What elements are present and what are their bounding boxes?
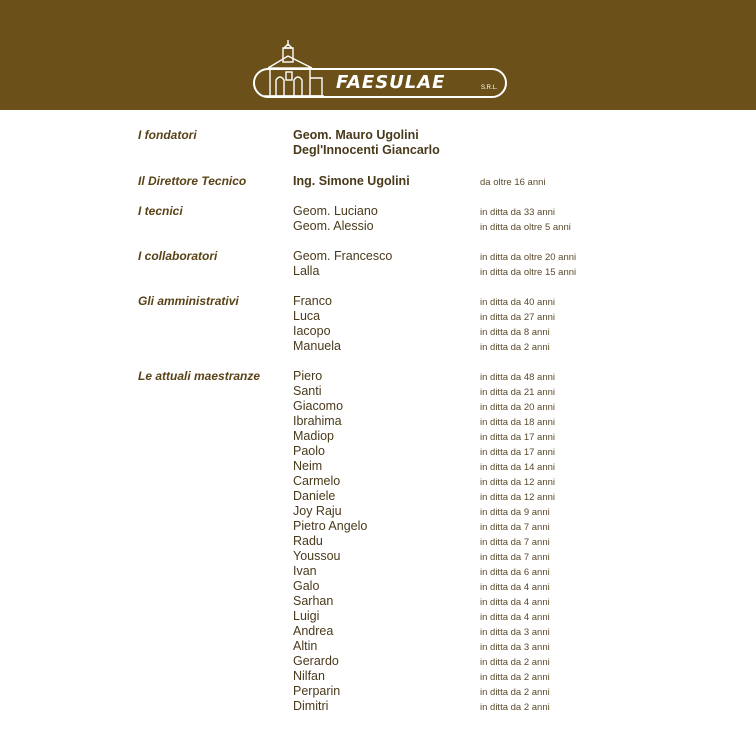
person-name: Perparin: [293, 684, 341, 698]
list-item: [0, 699, 756, 714]
tenure: in ditta da oltre 20 anni: [480, 252, 577, 263]
person-name: Degl'Innocenti Giancarlo: [293, 143, 440, 157]
list-item: [0, 324, 756, 339]
tenure: in ditta da 18 anni: [480, 417, 556, 428]
section-direttore: [0, 174, 756, 189]
list-item: [0, 489, 756, 504]
tenure: in ditta da 4 anni: [480, 582, 550, 593]
person-name: Neim: [293, 459, 323, 473]
person-name: Youssou: [293, 549, 341, 563]
person-name: Paolo: [293, 444, 325, 458]
tenure: in ditta da 17 anni: [480, 432, 556, 443]
tenure: in ditta da 2 anni: [480, 702, 550, 713]
tenure: in ditta da 9 anni: [480, 507, 550, 518]
person-name: Giacomo: [293, 399, 344, 413]
list-item: [0, 414, 756, 429]
tenure: in ditta da 3 anni: [480, 642, 550, 653]
list-item: [0, 249, 756, 264]
tenure: in ditta da 48 anni: [480, 372, 556, 383]
person-name: Geom. Mauro Ugolini: [293, 128, 419, 142]
list-item: [0, 669, 756, 684]
list-item: [0, 504, 756, 519]
person-name: Radu: [293, 534, 323, 548]
tenure: in ditta da 12 anni: [480, 477, 556, 488]
list-item: [0, 639, 756, 654]
list-item: [0, 143, 756, 158]
list-item: [0, 399, 756, 414]
section-label: Le attuali maestranze: [138, 369, 261, 383]
section-label: Gli amministrativi: [138, 294, 239, 308]
person-name: Ibrahima: [293, 414, 342, 428]
tenure: in ditta da 2 anni: [480, 342, 550, 353]
tenure: in ditta da 4 anni: [480, 612, 550, 623]
list-item: [0, 519, 756, 534]
tenure: in ditta da 14 anni: [480, 462, 556, 473]
person-name: Daniele: [293, 489, 336, 503]
tenure: in ditta da 21 anni: [480, 387, 556, 398]
person-name: Geom. Francesco: [293, 249, 393, 263]
section-label: I fondatori: [138, 128, 197, 142]
list-item: [0, 219, 756, 234]
list-item: [0, 174, 756, 189]
logo-suffix: S.R.L.: [481, 85, 498, 91]
list-item: [0, 579, 756, 594]
section-fondatori: [0, 128, 756, 158]
tenure: in ditta da 2 anni: [480, 672, 550, 683]
list-item: [0, 609, 756, 624]
list-item: [0, 384, 756, 399]
church-building-icon: [262, 38, 326, 100]
person-name: Luigi: [293, 609, 320, 623]
section-label: Il Direttore Tecnico: [138, 174, 247, 188]
person-name: Franco: [293, 294, 332, 308]
person-name: Luca: [293, 309, 321, 323]
list-item: [0, 444, 756, 459]
person-name: Andrea: [293, 624, 334, 638]
section-tecnici: [0, 204, 756, 234]
tenure: in ditta da 17 anni: [480, 447, 556, 458]
list-item: [0, 684, 756, 699]
person-name: Dimitri: [293, 699, 329, 713]
tenure: in ditta da 7 anni: [480, 522, 550, 533]
person-name: Pietro Angelo: [293, 519, 368, 533]
person-name: Iacopo: [293, 324, 331, 338]
list-item: [0, 474, 756, 489]
person-name: Joy Raju: [293, 504, 342, 518]
tenure: in ditta da 8 anni: [480, 327, 550, 338]
list-item: [0, 339, 756, 354]
list-item: [0, 624, 756, 639]
section-label: I collaboratori: [138, 249, 218, 263]
person-name: Madiop: [293, 429, 334, 443]
tenure: in ditta da 12 anni: [480, 492, 556, 503]
tenure: in ditta da 7 anni: [480, 537, 550, 548]
person-name: Ing. Simone Ugolini: [293, 174, 410, 188]
tenure: in ditta da 7 anni: [480, 552, 550, 563]
list-item: [0, 309, 756, 324]
tenure: in ditta da oltre 5 anni: [480, 222, 571, 233]
list-item: [0, 128, 756, 143]
list-item: [0, 429, 756, 444]
tenure: in ditta da 4 anni: [480, 597, 550, 608]
list-item: [0, 264, 756, 279]
person-name: Sarhan: [293, 594, 334, 608]
person-name: Santi: [293, 384, 322, 398]
list-item: [0, 549, 756, 564]
tenure: da oltre 16 anni: [480, 177, 546, 188]
person-name: Nilfan: [293, 669, 325, 683]
tenure: in ditta da 6 anni: [480, 567, 550, 578]
tenure: in ditta da 2 anni: [480, 687, 550, 698]
tenure: in ditta da 33 anni: [480, 207, 556, 218]
section-collaboratori: [0, 249, 756, 279]
person-name: Geom. Luciano: [293, 204, 378, 218]
person-name: Geom. Alessio: [293, 219, 374, 233]
list-item: [0, 594, 756, 609]
list-item: [0, 534, 756, 549]
person-name: Carmelo: [293, 474, 341, 488]
section-label: I tecnici: [138, 204, 183, 218]
logo-wordmark: FAESULAE: [336, 72, 446, 93]
tenure: in ditta da 40 anni: [480, 297, 556, 308]
list-item: [0, 369, 756, 384]
person-name: Lalla: [293, 264, 320, 278]
list-item: [0, 204, 756, 219]
list-item: [0, 294, 756, 309]
person-name: Galo: [293, 579, 320, 593]
tenure: in ditta da 2 anni: [480, 657, 550, 668]
list-item: [0, 459, 756, 474]
tenure: in ditta da 27 anni: [480, 312, 556, 323]
list-item: [0, 654, 756, 669]
person-name: Altin: [293, 639, 318, 653]
list-item: [0, 564, 756, 579]
person-name: Gerardo: [293, 654, 339, 668]
person-name: Manuela: [293, 339, 341, 353]
section-maestranze: [0, 369, 756, 714]
person-name: Ivan: [293, 564, 317, 578]
tenure: in ditta da oltre 15 anni: [480, 267, 577, 278]
section-amministrativi: [0, 294, 756, 354]
tenure: in ditta da 20 anni: [480, 402, 556, 413]
person-name: Piero: [293, 369, 323, 383]
tenure: in ditta da 3 anni: [480, 627, 550, 638]
